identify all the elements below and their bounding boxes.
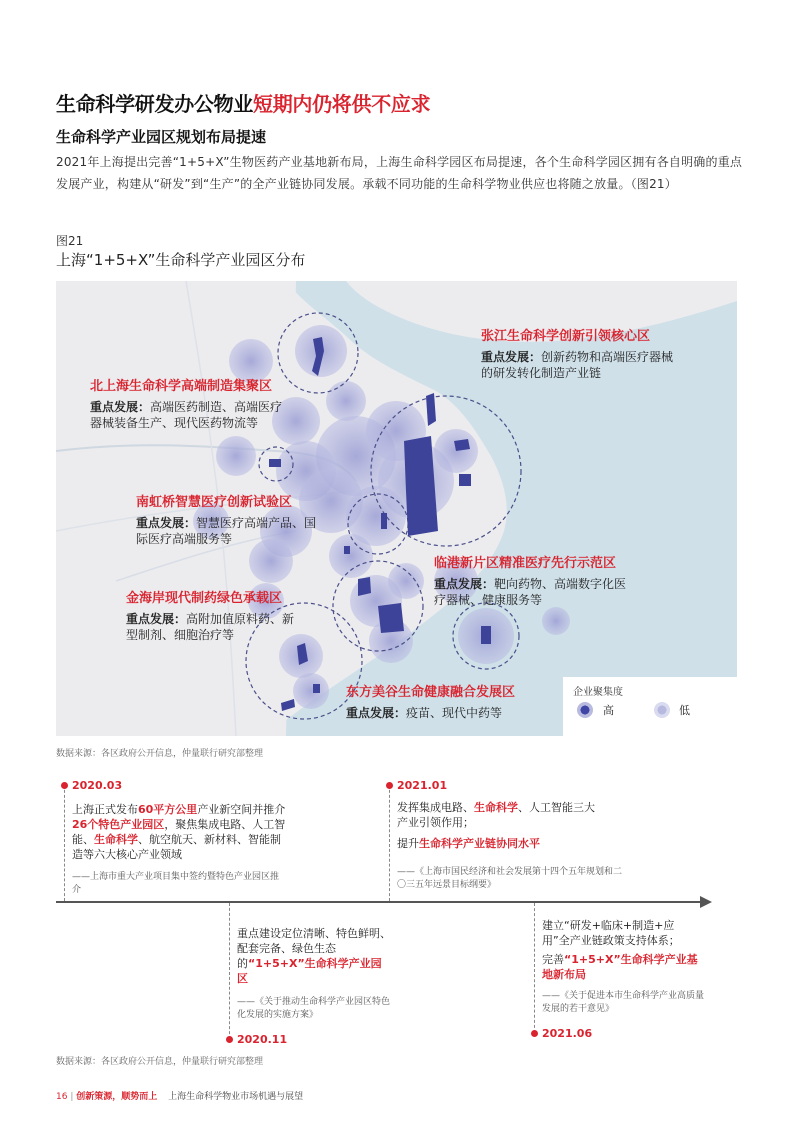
zone-name: 临港新片区精准医疗先行示范区 xyxy=(434,556,617,571)
legend-high-label: 高 xyxy=(603,704,614,717)
event-description: 建立“研发+临床+制造+应用”全产业链政策支持体系； 完善“1+5+X”生命科学产业基地新布局 xyxy=(542,919,698,981)
zone-description: 高端医药制造、高端医疗器械装备生产、现代医药物流等 xyxy=(90,400,283,430)
event-description: 上海正式发布60平方公里产业新空间并推介26个特色产业园区，聚焦集成电路、人工智能、生命科学、航空航天、新材料、智能制造等六大核心产业领域 xyxy=(72,803,286,861)
timeline-connector xyxy=(389,785,390,901)
figure-source: 数据来源：各区政府公开信息，仲量联行研究部整理 xyxy=(56,749,264,759)
figure-number: 图21 xyxy=(56,234,84,248)
zone-golden-coast xyxy=(126,591,301,643)
zone-name: 张江生命科学创新引领核心区 xyxy=(481,329,651,344)
event-date: 2020.11 xyxy=(237,1033,288,1046)
legend-title: 企业聚集度 xyxy=(573,687,623,698)
zone-description: 智慧医疗高端产品、国际医疗高端服务等 xyxy=(136,516,317,546)
zone-name: 南虹桥智慧医疗创新试验区 xyxy=(136,495,293,510)
park-distribution-map xyxy=(56,281,737,736)
event-source: ——《关于促进本市生命科学产业高质量发展的若干意见》 xyxy=(542,991,705,1014)
timeline-arrow-icon xyxy=(700,896,712,908)
page-title: 生命科学研发办公物业短期内仍将供不应求 xyxy=(56,92,431,116)
event-date: 2021.06 xyxy=(542,1027,593,1040)
zone-focus-label: 重点发展： xyxy=(90,400,151,414)
timeline-connector xyxy=(534,903,535,1033)
event-source: ——上海市重大产业项目集中签约暨特色产业园区推介 xyxy=(72,872,280,895)
zone-oriental-beauty-valley xyxy=(346,685,546,721)
event-date: 2021.01 xyxy=(397,779,448,792)
section-title: 生命科学产业园区规划布局提速 xyxy=(56,128,267,146)
zone-description: 疫苗、现代中药等 xyxy=(406,706,503,720)
timeline-axis xyxy=(56,901,706,903)
timeline-source: 数据来源：各区政府公开信息，仲量联行研究部整理 xyxy=(56,1057,264,1067)
zone-description: 靶向药物、高端数字化医疗器械、健康服务等 xyxy=(434,577,627,607)
event-date: 2020.03 xyxy=(72,779,123,792)
event-source: ——《关于推动生命科学产业园区特色化发展的实施方案》 xyxy=(237,997,391,1020)
zone-focus-label: 重点发展： xyxy=(481,350,542,364)
zone-south-hongqiao xyxy=(136,495,326,547)
zone-focus-label: 重点发展： xyxy=(346,706,407,720)
footer-report-title: 上海生命科学物业市场机遇与展望 xyxy=(168,1092,304,1102)
timeline-marker xyxy=(386,782,393,789)
figure-title: 上海“1+5+X”生命科学产业园区分布 xyxy=(56,251,306,269)
footer-tagline: 创新策源，顺势而上 xyxy=(76,1092,158,1102)
legend-low-label: 低 xyxy=(679,704,690,717)
zone-lingang xyxy=(434,556,629,608)
zone-description: 创新药物和高端医疗器械的研发转化制造产业链 xyxy=(481,350,674,380)
zone-focus-label: 重点发展： xyxy=(434,577,495,591)
event-source: ——《上海市国民经济和社会发展第十四个五年规划和二〇三五年远景目标纲要》 xyxy=(397,867,623,890)
zone-name: 东方美谷生命健康融合发展区 xyxy=(346,685,516,700)
zone-north-shanghai xyxy=(90,379,290,431)
zone-focus-label: 重点发展： xyxy=(136,516,197,530)
zone-focus-label: 重点发展： xyxy=(126,612,187,626)
timeline-connector xyxy=(64,785,65,901)
zone-description: 高附加值原料药、新型制剂、细胞治疗等 xyxy=(126,612,295,642)
zone-name: 北上海生命科学高端制造集聚区 xyxy=(90,379,273,394)
map-legend xyxy=(563,677,737,736)
timeline-marker xyxy=(531,1030,538,1037)
intro-paragraph: 2021年上海提出完善“1+5+X”生物医药产业基地新布局，上海生命科学园区布局提速，各个生命科学园区拥有各自明确的重点发展产业，构建从“研发”到“生产”的全产业链协同发展。承载不同功能的生命科学物业供应也将随之放量。（图21） xyxy=(56,155,743,191)
page-footer: 16 | 创新策源，顺势而上 上海生命科学物业市场机遇与展望 xyxy=(56,1092,304,1102)
event-description: 重点建设定位清晰、特色鲜明、配套完备、绿色生态的“1+5+X”生命科学产业园区 xyxy=(237,927,391,985)
zone-zhangjiang xyxy=(481,329,681,381)
timeline-marker xyxy=(61,782,68,789)
zone-name: 金海岸现代制药绿色承载区 xyxy=(126,591,283,606)
low-density-icon xyxy=(654,702,670,718)
event-description: 发挥集成电路、生命科学、人工智能三大产业引领作用； 提升生命科学产业链协同水平 xyxy=(397,801,595,850)
page-title-highlight: 短期内仍将供不应求 xyxy=(253,92,431,116)
page-number: 16 xyxy=(56,1092,68,1102)
timeline-marker xyxy=(226,1036,233,1043)
timeline-connector xyxy=(229,903,230,1039)
high-density-icon xyxy=(577,702,593,718)
